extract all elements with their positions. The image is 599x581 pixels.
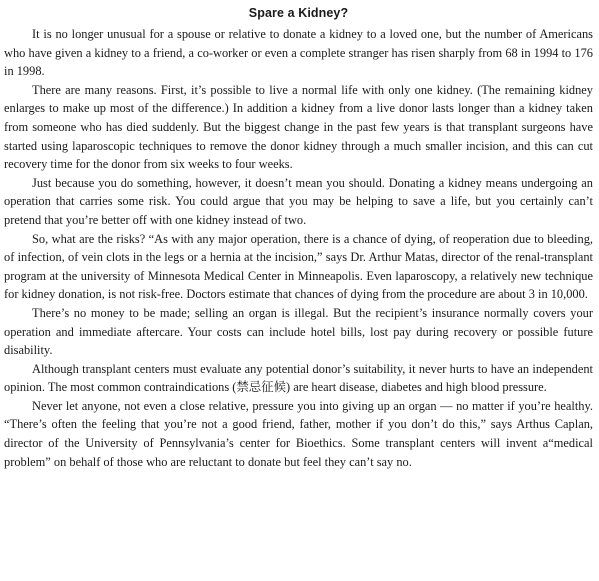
paragraph-4: So, what are the risks? “As with any major operation, there is a chance of dying, of reoperation due to bleeding, of infection, of vein clots in the legs or a hernia at the incision,” says Dr. Arthur Matas, director of the renal-transplant program at the university of Minnesota Medical Center in Minneapolis. Even laparoscopy, a relatively new technique for kidney donation, is not risk-free. Doctors estimate that chances of dying from the procedure are about 3 in 10,000. [4, 231, 593, 302]
paragraph-6: Although transplant centers must evaluate any potential donor’s suitability, it never hurts to have an independent opinion. The most common contraindications (禁忌征候) are heart disease, diabetes and high blood pressure. [4, 361, 593, 395]
paragraph-5: There’s no money to be made; selling an organ is illegal. But the recipient’s insurance normally covers your operation and immediate aftercare. Your costs can include hotel bills, lost pay during recovery or possible future disability. [4, 305, 593, 358]
paragraph-7: Never let anyone, not even a close relative, pressure you into giving up an organ — no matter if you’re healthy. “There’s often the feeling that you’re not a good friend, father, mother if you don’t do this,” says Arthus Caplan, director of the University of Pennsylvania’s center for Bioethics. Some transplant centers will invent a“medical problem” on behalf of those who are reluctant to donate but feel they can’t say no. [4, 398, 593, 469]
paragraph-2: There are many reasons. First, it’s possible to live a normal life with only one kidney. (The remaining kidney enlarges to make up most of the difference.) In addition a kidney from a live donor lasts longer than a kidney taken from someone who has died suddenly. But the biggest change in the past few years is that transplant surgeons have started using laparoscopic techniques to remove the donor kidney through a much smaller incision, and this can cut recovery time for the donor from six weeks to four weeks. [4, 82, 593, 172]
paragraph-3: Just because you do something, however, it doesn’t mean you should. Donating a kidney means undergoing an operation that carries some risk. You could argue that you may be helping to save a life, but you certainly can’t pretend that you’re better off with one kidney instead of two. [4, 175, 593, 227]
article-title: Spare a Kidney? [248, 6, 349, 20]
paragraph-1: It is no longer unusual for a spouse or relative to donate a kidney to a loved one, but the number of Americans who have given a kidney to a friend, a co-worker or even a complete stranger has risen sharply from 68 in 1994 to 176 in 1998. [4, 27, 593, 79]
